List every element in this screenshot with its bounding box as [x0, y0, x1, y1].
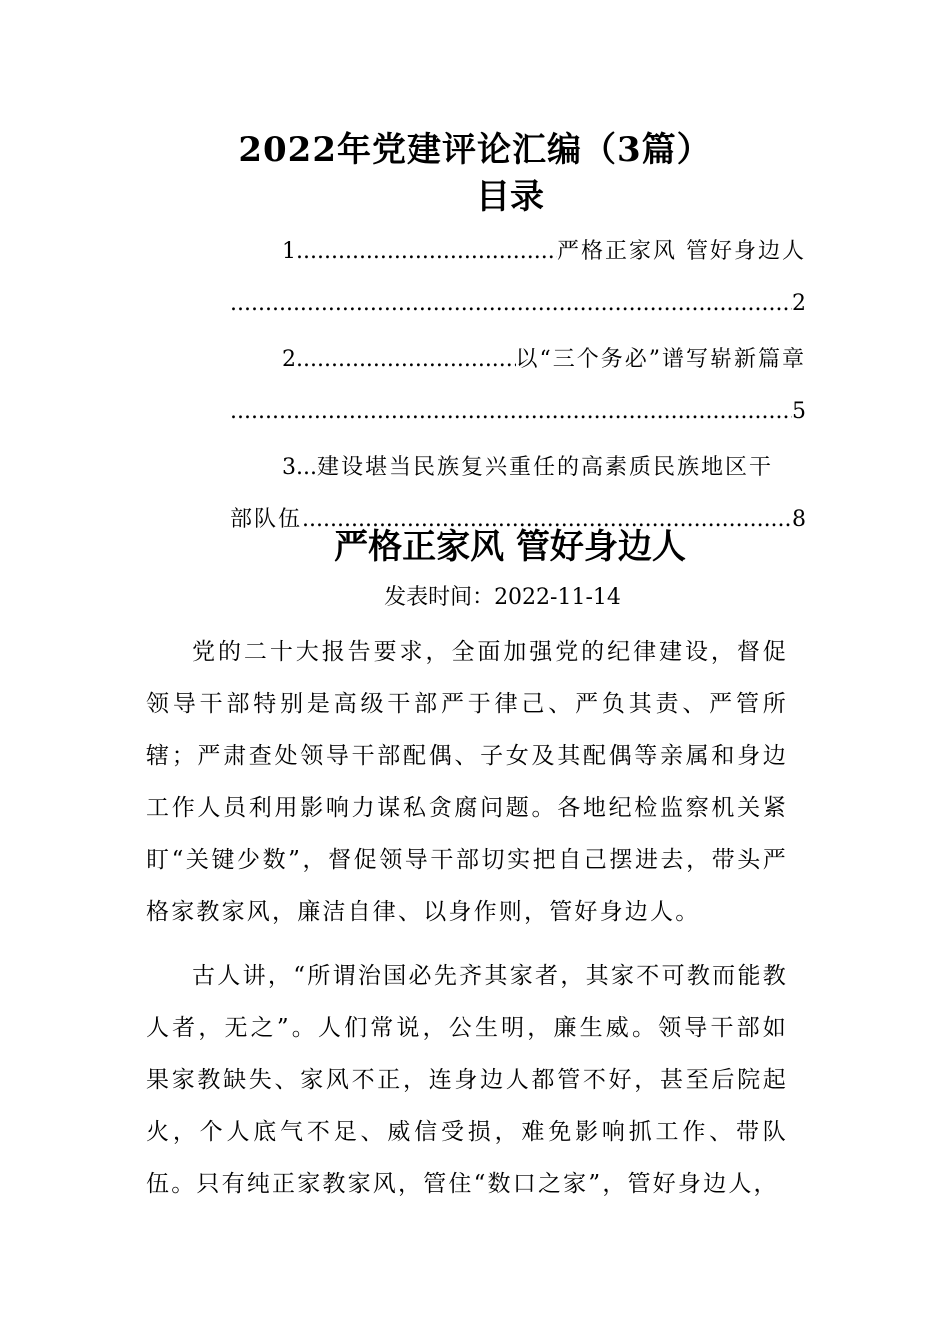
toc-entry-2-page-line[interactable] [230, 386, 806, 438]
toc-heading: 目录 [476, 177, 544, 217]
toc-entry-page: 2 [792, 291, 806, 316]
toc-leader-dots [296, 334, 516, 386]
toc-entry-1-page-line[interactable] [230, 278, 806, 330]
toc-entry-title: 严格正家风 管好身边人 [557, 239, 806, 264]
document-title: 2022年党建评论汇编（3篇） [238, 130, 712, 170]
toc-entry-title-continued: 部队伍 [230, 507, 303, 532]
toc-entry-title: 以“三个务必”谱写崭新篇章 [515, 347, 806, 372]
toc-leader-dots [230, 278, 792, 330]
toc-entry-page: 8 [792, 507, 806, 532]
toc-leader-dots [296, 226, 557, 278]
toc-entry-2[interactable] [230, 334, 806, 386]
toc-entry-title: 建设堪当民族复兴重任的高素质民族地区干 [316, 455, 773, 480]
toc-leader-dots [230, 386, 792, 438]
paragraph: 古人讲，“所谓治国必先齐其家者，其家不可教而能教人者，无之”。人们常说，公生明，廉生威。领导干部如果家教缺失、家风不正，连身边人都管不好，甚至后院起火，个人底气不足、威信受损，难免影响抓工作、带队伍。只有纯正家教家风，管住“数口之家”，管好身边人， [146, 963, 788, 1197]
toc-entry-page: 5 [792, 399, 806, 424]
publish-date: 发表时间：2022-11-14 [384, 585, 621, 610]
toc-entry-number: 2 [282, 347, 296, 372]
article-title: 严格正家风 管好身边人 [334, 527, 686, 567]
table-of-contents [230, 226, 806, 546]
toc-entry-number: 1 [282, 239, 296, 264]
toc-entry-number: 3 [282, 455, 296, 480]
article-body [146, 626, 788, 1222]
paragraph: 党的二十大报告要求，全面加强党的纪律建设，督促领导干部特别是高级干部严于律己、严负其责、严管所辖；严肃查处领导干部配偶、子女及其配偶等亲属和身边工作人员利用影响力谋私贪腐问题。各地纪检监察机关紧盯“关键少数”，督促领导干部切实把自己摆进去，带头严格家教家风，廉洁自律、以身作则，管好身边人。 [146, 639, 788, 925]
toc-leader-dots: ... [296, 455, 317, 480]
toc-entry-3[interactable] [230, 442, 806, 494]
toc-entry-1[interactable] [230, 226, 806, 278]
